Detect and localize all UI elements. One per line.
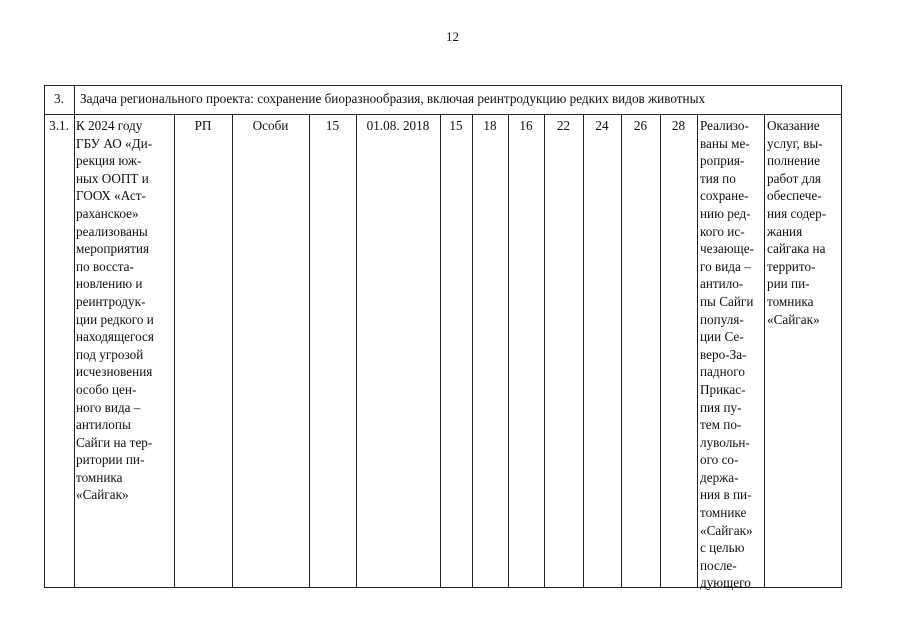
- result-line: ваны ме-: [700, 135, 750, 151]
- service-line: работ для: [767, 170, 821, 186]
- result-line: ния в пи-: [700, 487, 752, 503]
- result-line: «Сайгак»: [700, 522, 753, 538]
- service-line: террито-: [767, 258, 816, 274]
- column-divider: [232, 114, 233, 587]
- column-divider: [472, 114, 473, 587]
- result-line: держа-: [700, 469, 739, 485]
- column-divider: [764, 114, 765, 587]
- column-divider: [660, 114, 661, 587]
- result-line: Реализо-: [700, 118, 749, 133]
- year-value-cell: 26: [633, 118, 648, 133]
- column-divider: [174, 114, 175, 587]
- description-line: мероприятия: [76, 241, 150, 257]
- year-value-cell: 28: [671, 118, 686, 133]
- description-line: томника: [76, 469, 123, 485]
- column-divider: [74, 86, 75, 587]
- result-line: сохране-: [700, 188, 749, 204]
- section-number: 3.: [54, 91, 64, 106]
- column-divider: [697, 114, 698, 587]
- service-line: обеспече-: [767, 188, 822, 204]
- service-line: ния содер-: [767, 205, 827, 221]
- service-line: сайгака на: [767, 241, 826, 257]
- result-line: тем по-: [700, 417, 742, 433]
- result-line: популя-: [700, 311, 744, 327]
- base-date-cell: 01.08. 2018: [366, 118, 430, 133]
- description-line: реализованы: [76, 223, 148, 239]
- result-line: кого ис-: [700, 223, 745, 239]
- description-cell: [76, 117, 170, 504]
- base-value-cell: 15: [325, 118, 340, 133]
- year-value-cell: 22: [556, 118, 571, 133]
- result-line: ции Се-: [700, 329, 744, 345]
- column-divider: [309, 114, 310, 587]
- description-line: под угрозой: [76, 346, 144, 362]
- page-number: 12: [446, 29, 459, 44]
- column-divider: [356, 114, 357, 587]
- result-cell: [700, 117, 762, 592]
- result-line: томнике: [700, 505, 747, 521]
- column-divider: [583, 114, 584, 587]
- year-value-cell: 16: [519, 118, 533, 133]
- result-line: антило-: [700, 276, 744, 292]
- description-line: ГООХ «Аст-: [76, 188, 146, 204]
- description-line: ных ООПТ и: [76, 170, 149, 186]
- result-line: дующего: [700, 575, 751, 591]
- result-line: чезающе-: [700, 241, 754, 257]
- description-line: раханское»: [76, 205, 139, 221]
- description-line: К 2024 году: [76, 118, 143, 133]
- description-line: ритории пи-: [76, 452, 145, 468]
- result-line: веро-За-: [700, 346, 747, 362]
- service-line: рии пи-: [767, 276, 810, 292]
- row-divider: [45, 114, 841, 115]
- result-line: го вида –: [700, 258, 751, 274]
- year-value-cell: 24: [595, 118, 609, 133]
- service-line: полнение: [767, 153, 820, 169]
- service-line: Оказание: [767, 118, 820, 133]
- result-line: после-: [700, 557, 737, 573]
- column-divider: [440, 114, 441, 587]
- column-divider: [508, 114, 509, 587]
- service-line: «Сайгак»: [767, 311, 820, 327]
- service-line: жания: [767, 223, 803, 239]
- result-line: нию ред-: [700, 205, 751, 221]
- description-line: «Сайгак»: [76, 487, 129, 503]
- result-line: лувольн-: [700, 434, 750, 450]
- service-cell: [767, 117, 840, 328]
- result-line: пия пу-: [700, 399, 742, 415]
- result-line: падного: [700, 364, 745, 380]
- result-line: тия по: [700, 170, 736, 186]
- description-line: ного вида –: [76, 399, 141, 415]
- section-title: Задача регионального проекта: сохранение биоразнообразия, включая реинтродукцию редких видов животных: [80, 91, 706, 106]
- unit-cell: Особи: [252, 118, 289, 133]
- description-line: рекция юж-: [76, 153, 142, 169]
- row-number: 3.1.: [49, 118, 69, 133]
- description-line: реинтродук-: [76, 293, 146, 309]
- service-line: томника: [767, 293, 814, 309]
- description-line: находящегося: [76, 329, 154, 345]
- description-line: антилопы: [76, 417, 131, 433]
- result-line: ого со-: [700, 452, 739, 468]
- result-line: с целью: [700, 540, 745, 556]
- description-line: ции редкого и: [76, 311, 154, 327]
- description-line: по восста-: [76, 258, 134, 274]
- column-divider: [621, 114, 622, 587]
- description-line: исчезновения: [76, 364, 153, 380]
- result-line: Прикас-: [700, 381, 746, 397]
- description-line: Сайги на тер-: [76, 434, 153, 450]
- result-line: пы Сайги: [700, 293, 754, 309]
- result-line: роприя-: [700, 153, 745, 169]
- level-cell: РП: [194, 118, 212, 133]
- description-line: новлению и: [76, 276, 143, 292]
- service-line: услуг, вы-: [767, 135, 823, 151]
- description-line: ГБУ АО «Ди-: [76, 135, 153, 151]
- year-value-cell: 15: [449, 118, 463, 133]
- year-value-cell: 18: [483, 118, 497, 133]
- description-line: особо цен-: [76, 381, 137, 397]
- column-divider: [544, 114, 545, 587]
